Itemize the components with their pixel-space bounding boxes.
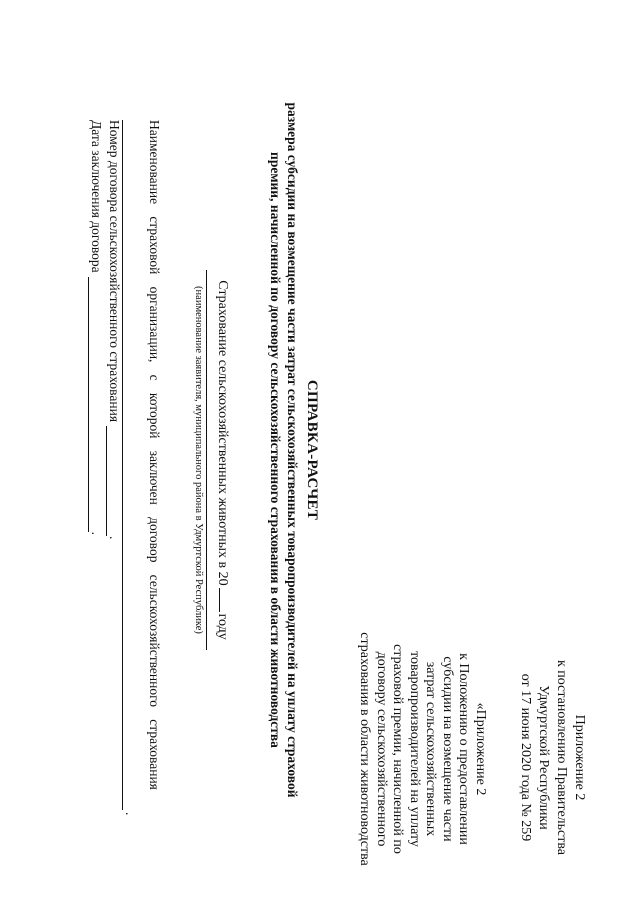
appendix-line: затрат сельскохозяйственных — [423, 661, 439, 837]
applicant-note: (наименование заявителя, муниципального района в Удмуртской Республике) — [193, 286, 204, 634]
insurer-line — [146, 120, 162, 790]
regulation-appendix-header — [356, 618, 488, 880]
title-line: премии, начисленной по договору сельскохозяйственного страхования в области животноводства — [268, 152, 283, 748]
contract-date-label: Дата заключения договора — [89, 120, 104, 273]
insurer-word: сельскохозяйственного — [147, 574, 162, 708]
appendix-label: «Приложение 2 — [473, 702, 488, 796]
appendix-header — [516, 640, 588, 875]
appendix-label: Приложение 2 — [572, 714, 587, 801]
insurer-word: Наименование — [147, 120, 162, 205]
appendix-line: товаропроизводителей на уплату — [407, 651, 422, 847]
appendix-line: страхования в области животноводства — [357, 632, 373, 866]
insurer-end: . — [123, 812, 138, 816]
contract-number-field[interactable] — [106, 426, 119, 536]
subject-year-word: году — [215, 613, 230, 640]
contract-number-label: Номер договора сельскохозяйственного страхования — [107, 120, 122, 423]
insurer-word: с — [147, 374, 162, 381]
appendix-line: к Положению о предоставлении — [456, 653, 472, 845]
appendix-line: договору сельскохозяйственного — [374, 651, 389, 847]
contract-block — [88, 120, 130, 680]
appendix-line: от 17 июня 2020 года № 259 — [518, 673, 533, 842]
document-title — [267, 60, 320, 840]
contract-date-field[interactable] — [88, 277, 101, 532]
subject-block — [193, 270, 232, 650]
insurer-word: страхования — [147, 719, 162, 790]
appendix-line: страховой премии, начисленной по — [390, 644, 406, 854]
insurer-word: организации, — [147, 286, 162, 363]
insurer-word: заключен — [147, 450, 162, 505]
subject-text: Страхование сельскохозяйственных животных в 20 — [215, 280, 230, 586]
appendix-line: Удмуртской Республики — [536, 685, 551, 830]
contract-number-end: . — [107, 536, 122, 540]
appendix-line: субсидии на возмещение части — [440, 656, 455, 842]
title-main: СПРАВКА-РАСЧЕТ — [304, 379, 320, 521]
applicant-field[interactable] — [206, 270, 208, 650]
insurer-word: которой — [147, 392, 162, 439]
insurer-word: страховой — [147, 216, 162, 275]
year-field[interactable] — [219, 588, 232, 612]
insurer-word: договор — [147, 517, 162, 563]
contract-date-end: . — [89, 531, 104, 536]
appendix-line: к постановлению Правительства — [554, 659, 569, 856]
title-line: размера субсидии на возмещение части затрат сельскохозяйственных товаропроизводителей на уплату страховой — [285, 102, 300, 798]
